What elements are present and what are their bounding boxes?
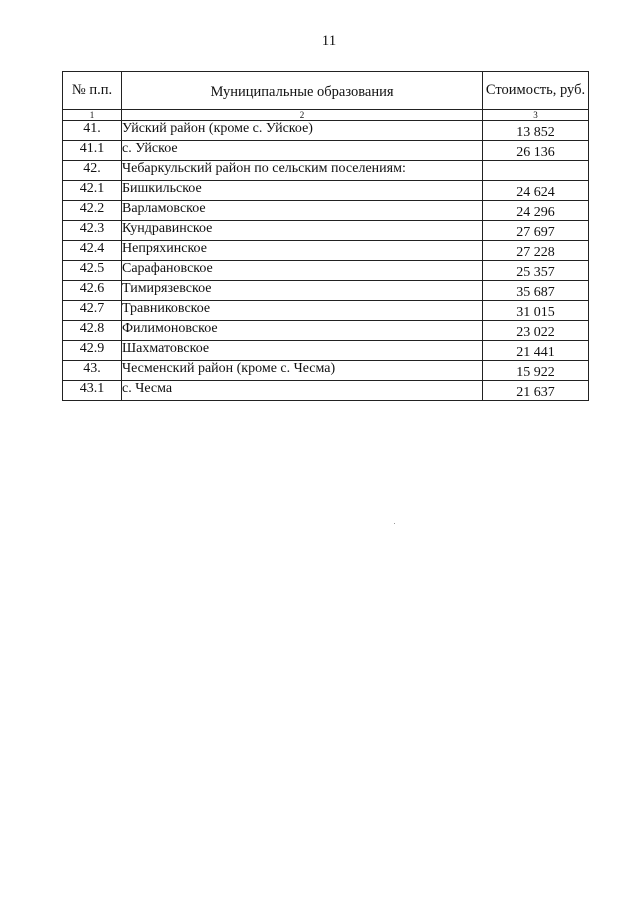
table-header-row <box>63 72 589 110</box>
row-municipality: Кундравинское <box>122 221 483 241</box>
row-municipality: Непряхинское <box>122 241 483 261</box>
price-table <box>62 71 589 401</box>
row-cost: 27 228 <box>483 241 589 261</box>
table-row <box>63 141 589 161</box>
table-row <box>63 161 589 181</box>
header-cost: Стоимость, руб. <box>483 72 589 110</box>
row-number: 42.3 <box>63 221 122 241</box>
row-number: 42.5 <box>63 261 122 281</box>
row-cost: 25 357 <box>483 261 589 281</box>
row-municipality: Сарафановское <box>122 261 483 281</box>
row-number: 42.1 <box>63 181 122 201</box>
row-municipality: Филимоновское <box>122 321 483 341</box>
table-row <box>63 181 589 201</box>
row-cost: 24 624 <box>483 181 589 201</box>
table-row <box>63 301 589 321</box>
row-municipality: Чебаркульский район по сельским поселениям: <box>122 161 483 181</box>
row-cost: 23 022 <box>483 321 589 341</box>
row-number: 42.9 <box>63 341 122 361</box>
column-numbers-row <box>63 110 589 121</box>
row-cost: 26 136 <box>483 141 589 161</box>
row-number: 43.1 <box>63 381 122 401</box>
row-cost: 15 922 <box>483 361 589 381</box>
row-municipality: Травниковское <box>122 301 483 321</box>
row-municipality: Бишкильское <box>122 181 483 201</box>
table-row <box>63 341 589 361</box>
row-municipality: Уйский район (кроме с. Уйское) <box>122 121 483 141</box>
header-num: № п.п. <box>63 72 122 110</box>
row-cost: 21 637 <box>483 381 589 401</box>
row-number: 42.6 <box>63 281 122 301</box>
row-cost: 21 441 <box>483 341 589 361</box>
table-row <box>63 221 589 241</box>
row-municipality: Чесменский район (кроме с. Чесма) <box>122 361 483 381</box>
row-number: 41. <box>63 121 122 141</box>
table-row <box>63 361 589 381</box>
header-name: Муниципальные образования <box>122 72 483 110</box>
table-row <box>63 121 589 141</box>
row-cost <box>483 161 589 181</box>
row-number: 43. <box>63 361 122 381</box>
table-row <box>63 261 589 281</box>
column-number: 1 <box>63 110 122 121</box>
column-number: 2 <box>122 110 483 121</box>
row-number: 42. <box>63 161 122 181</box>
column-number: 3 <box>483 110 589 121</box>
table-row <box>63 241 589 261</box>
table-body <box>63 121 589 401</box>
row-municipality: Шахматовское <box>122 341 483 361</box>
row-cost: 35 687 <box>483 281 589 301</box>
row-cost: 27 697 <box>483 221 589 241</box>
row-number: 42.8 <box>63 321 122 341</box>
row-number: 42.2 <box>63 201 122 221</box>
row-number: 41.1 <box>63 141 122 161</box>
page-number: 11 <box>321 33 337 49</box>
row-cost: 13 852 <box>483 121 589 141</box>
row-cost: 24 296 <box>483 201 589 221</box>
row-municipality: с. Чесма <box>122 381 483 401</box>
table-row <box>63 201 589 221</box>
table-row <box>63 381 589 401</box>
row-number: 42.7 <box>63 301 122 321</box>
row-number: 42.4 <box>63 241 122 261</box>
row-cost: 31 015 <box>483 301 589 321</box>
row-municipality: Варламовское <box>122 201 483 221</box>
table-row <box>63 281 589 301</box>
scan-speck <box>394 523 395 524</box>
row-municipality: Тимирязевское <box>122 281 483 301</box>
table-row <box>63 321 589 341</box>
row-municipality: с. Уйское <box>122 141 483 161</box>
